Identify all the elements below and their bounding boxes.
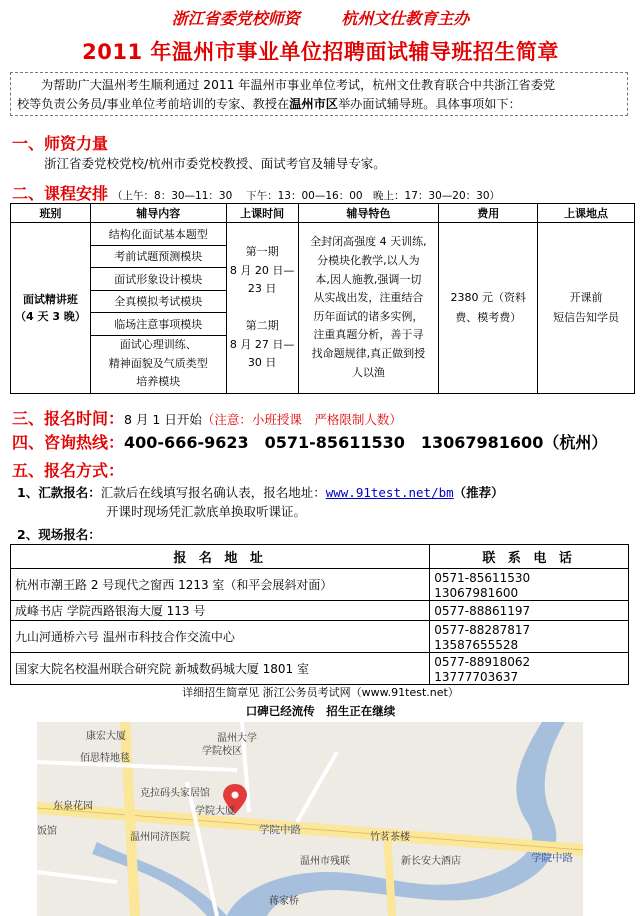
header-content: 辅导内容	[90, 204, 226, 223]
map-label: 康宏大厦	[86, 731, 126, 742]
module-line: 培养模块	[136, 375, 181, 389]
map-label: 竹茗茶楼	[370, 832, 410, 843]
address-cell: 九山河通桥六号 温州市科技合作交流中心	[11, 621, 430, 653]
remit-signup-line	[17, 483, 504, 501]
recommend-tag: （推荐）	[453, 485, 504, 500]
intro-highlight: 温州市区	[289, 97, 338, 111]
header-fee: 费用	[439, 204, 538, 223]
organizer-left: 浙江省委党校师资	[171, 9, 300, 28]
intro-line2a: 校等负责公务员/事业单位考前培训的专家、教授在	[17, 97, 290, 111]
address-cell: 国家大院名校温州联合研究院 新城数码城大厦 1801 室	[11, 653, 430, 685]
map-label: 饭馆	[37, 826, 57, 837]
table-row	[11, 601, 629, 621]
class-name-cell	[11, 223, 91, 394]
header-time: 上课时间	[226, 204, 298, 223]
road-label: 学院中路	[259, 824, 301, 836]
module-line: 精神面貌及气质类型	[108, 356, 208, 370]
class-sub: （4 天 3 晚）	[15, 309, 86, 323]
phone-cell: 0577-88287817 13587655528	[430, 621, 629, 653]
feature-line: 注重真题分析，善于寻	[313, 328, 424, 342]
phone-cell: 0577-88918062 13777703637	[430, 653, 629, 685]
map-pin-dot	[232, 792, 239, 799]
feature-line: 历年面试的诸多实例，	[313, 309, 424, 323]
intro-box	[10, 72, 628, 116]
period2-end: 30 日	[247, 356, 277, 369]
location-line2: 短信告知学员	[553, 310, 620, 324]
section-schedule-heading	[12, 181, 500, 204]
road-edge	[37, 808, 583, 850]
header-class: 班别	[11, 204, 91, 223]
period1-label: 第一期	[245, 245, 279, 258]
module-item: 考前试题预测模块	[90, 245, 226, 268]
footer-slogan: 口碑已经流传 招生正在继续	[245, 704, 396, 718]
signup-link[interactable]: www.91test.net/bm	[325, 485, 454, 500]
module-item: 全真模拟考试模块	[90, 290, 226, 313]
footer-website-line: 详细招生简章见 浙江公务员考试网（www.91test.net）	[182, 686, 459, 699]
location-cell	[538, 223, 635, 394]
map-label: 温州市残联	[300, 856, 350, 867]
feature-line: 人以渔	[351, 365, 385, 379]
period1-end: 23 日	[247, 282, 277, 295]
map-label: 佰思特地毯	[80, 753, 130, 764]
module-item: 面试形象设计模块	[90, 268, 226, 291]
map-label: 学院校区	[202, 746, 242, 757]
schedule-times: （上午：8：30—11：30 下午：13：00—16：00 晚上：17：30—20：30）	[112, 190, 501, 202]
phone-cell: 0571-85611530 13067981600	[430, 569, 629, 601]
feature-line: 分模块化教学,以人为	[317, 253, 420, 267]
period2-start: 8 月 27 日—	[229, 337, 295, 351]
address-cell: 成峰书店 学院西路银海大厦 113 号	[11, 601, 430, 621]
hotline-numbers: 400-666-9623 0571-85611530 13067981600（杭州）	[124, 433, 608, 452]
location-line1: 开课前	[569, 290, 603, 304]
period2-label: 第二期	[245, 319, 279, 332]
feature-line: 找命题规律,真正做到授	[311, 346, 426, 360]
table-row	[11, 653, 629, 685]
address-header-row	[11, 545, 629, 569]
time-cell	[226, 223, 298, 394]
section-teachers-text: 浙江省委党校党校/杭州市委党校教授、面试考官及辅导专家。	[44, 156, 386, 171]
table-row	[11, 569, 629, 601]
schedule-heading-label: 二、课程安排	[12, 184, 109, 203]
signup-time-note: （注意：小班授课 严格限制人数）	[201, 412, 402, 427]
location-map[interactable]	[37, 722, 583, 916]
header-feature: 辅导特色	[298, 204, 439, 223]
fee-line2: 费、模考费）	[455, 310, 522, 324]
map-label: 温州同济医院	[130, 832, 190, 843]
section-signup-method-heading: 五、报名方式：	[12, 461, 125, 480]
fee-line1: 2380 元（资料	[450, 290, 526, 304]
feature-line: 本,因人施教,强调一切	[315, 272, 422, 286]
phone-cell: 0577-88861197	[430, 601, 629, 621]
river	[227, 722, 565, 916]
remit-label: 1、汇款报名：	[17, 485, 101, 500]
intro-line1: 为帮助广大温州考生顺利通过 2011 年温州市事业单位考试，杭州文仕教育联合中共浙江省委党	[41, 78, 556, 92]
map-label: 蒋家桥	[269, 896, 299, 907]
onsite-signup-label: 2、现场报名：	[17, 527, 101, 542]
period1-start: 8 月 20 日—	[229, 263, 295, 277]
phone-header: 联 系 电 话	[430, 545, 629, 569]
schedule-table	[10, 203, 635, 394]
hotline-heading: 四、咨询热线：	[12, 433, 125, 452]
module-item: 临场注意事项模块	[90, 313, 226, 336]
address-cell: 杭州市潮王路 2 号现代之窗西 1213 室（和平会展斜对面）	[11, 569, 430, 601]
section-teachers-heading: 一、师资力量	[12, 134, 109, 153]
map-label: 东泉花园	[53, 801, 93, 812]
module-item: 结构化面试基本题型	[90, 223, 226, 246]
map-label: 新长安大酒店	[401, 856, 461, 867]
feature-line: 从实战出发，注重结合	[313, 291, 424, 305]
map-label: 克拉码头家居馆	[140, 788, 210, 799]
module-line: 面试心理训练、	[119, 338, 197, 352]
remit-line2: 开课时现场凭汇款底单换取听课证。	[106, 504, 307, 519]
fee-cell	[439, 223, 538, 394]
address-table	[10, 544, 629, 685]
header-location: 上课地点	[538, 204, 635, 223]
road-side	[387, 832, 392, 916]
remit-text: 汇款后在线填写报名确认表，报名地址：	[100, 485, 326, 500]
map-label: 温州大学	[217, 733, 257, 744]
signup-time-text: 8 月 1 日开始	[124, 412, 202, 427]
schedule-header-row	[11, 204, 635, 223]
organizer-line	[0, 6, 641, 29]
module-item-multiline	[90, 335, 226, 393]
table-row	[11, 621, 629, 653]
map-label: 学院大厦	[195, 806, 235, 817]
page-title: 2011 年温州市事业单位招聘面试辅导班招生简章	[82, 40, 559, 64]
feature-line: 全封闭高强度 4 天训练,	[310, 235, 427, 249]
section-hotline	[12, 430, 607, 453]
road-label: 学院中路	[531, 852, 573, 864]
address-header: 报 名 地 址	[11, 545, 430, 569]
signup-time-heading: 三、报名时间：	[12, 409, 125, 428]
organizer-right: 杭州文仕教育主办	[341, 9, 470, 28]
intro-line2c: 举办面试辅导班。具体事项如下：	[337, 97, 521, 111]
class-name: 面试精讲班	[22, 292, 78, 306]
section-signup-time	[12, 406, 402, 429]
feature-cell	[298, 223, 439, 394]
